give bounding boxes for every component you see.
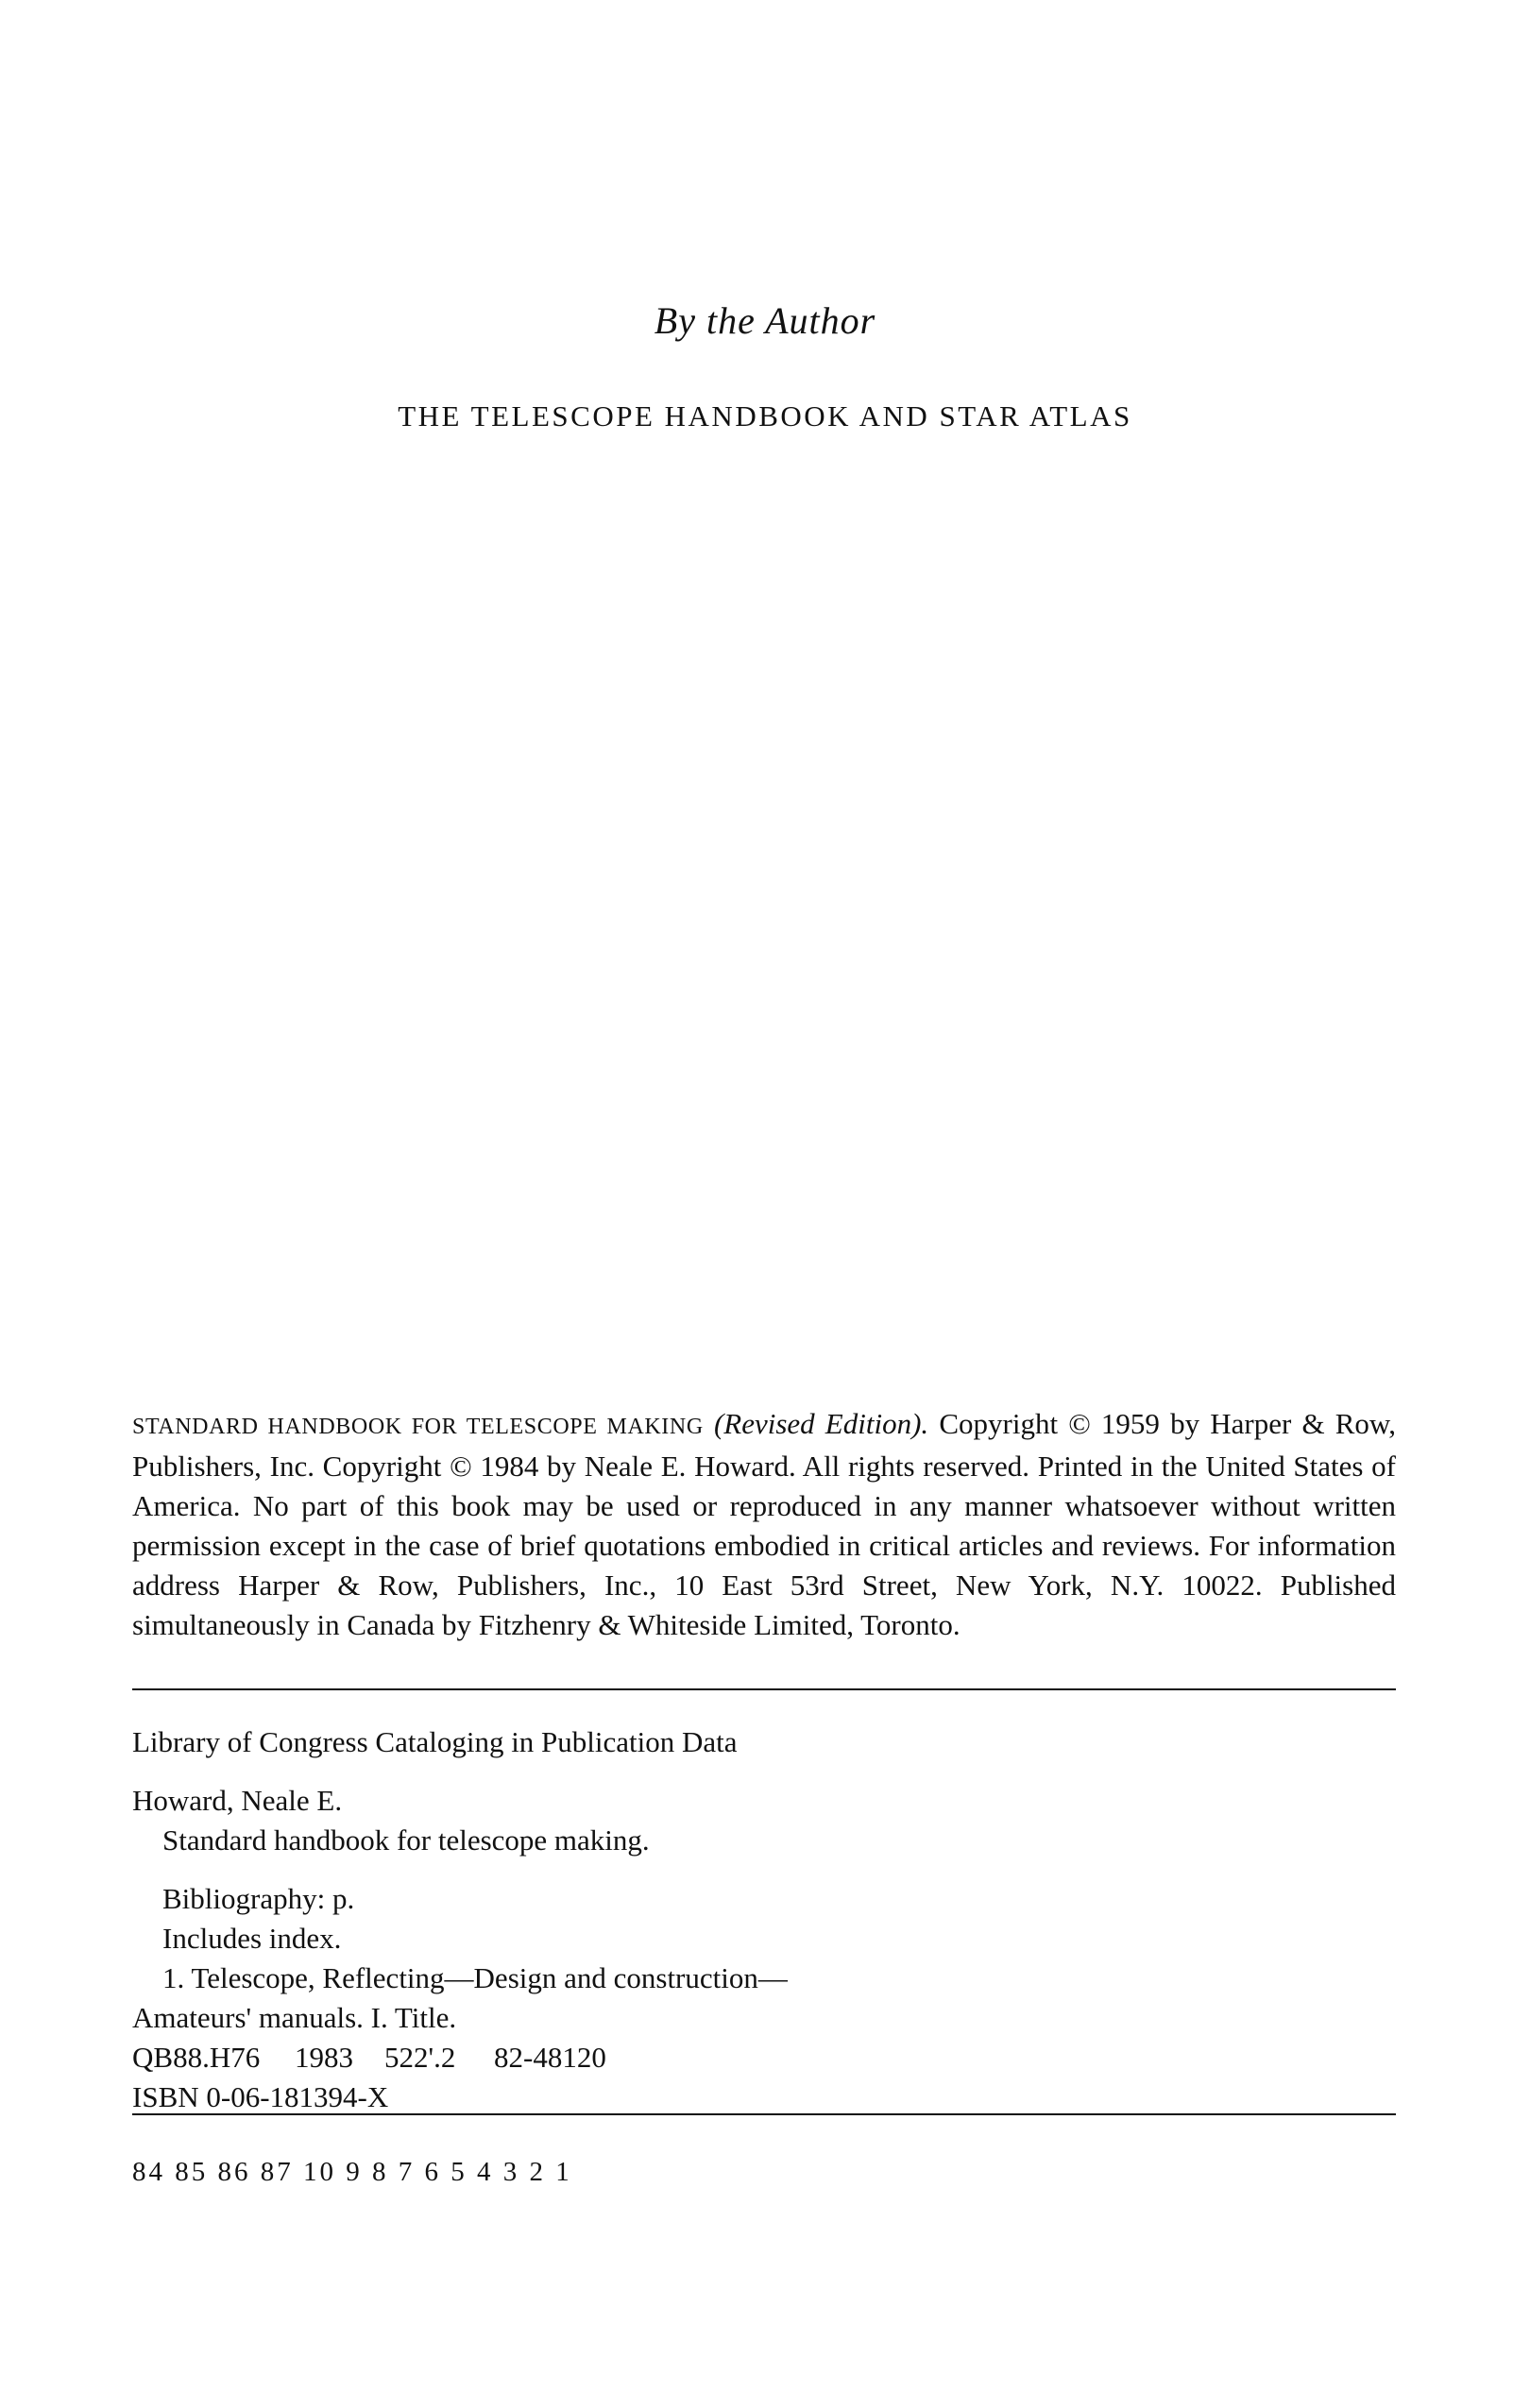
cip-subject-line-1: 1. Telescope, Reflecting—Design and construction— <box>162 1961 788 1994</box>
copyright-notice <box>132 1404 1396 1645</box>
cip-year: 1983 <box>295 2041 353 2074</box>
printing-line: 84 85 86 87 10 9 8 7 6 5 4 3 2 1 <box>132 2157 572 2187</box>
cip-subject-line-2: Amateurs' manuals. I. Title. <box>132 2001 457 2034</box>
other-work-title: THE TELESCOPE HANDBOOK AND STAR ATLAS <box>398 399 1132 432</box>
cip-bibliography: Bibliography: p. <box>162 1882 355 1915</box>
cip-isbn: ISBN 0-06-181394-X <box>132 2080 389 2113</box>
cip-dewey: 522'.2 <box>384 2041 456 2074</box>
copyright-text: Copyright © 1959 by Harper & Row, Publishers, Inc. Copyright © 1984 by Neale E. Howard. All rights reserved. Printed in the United States of America. No part of this book may be used or reproduced in any manner whatsoever without written permission except in the case of brief quotations embodied in critical articles and reviews. For information address Harper & Row, Publishers, Inc., 10 East 53rd Street, New York, N.Y. 10022. Published simultaneously in Canada by Fitzhenry & Whiteside Limited, Toronto. <box>132 1407 1397 1641</box>
divider-bottom <box>132 2113 1396 2115</box>
cip-classification <box>132 2038 1396 2077</box>
cip-call-number: QB88.H76 <box>132 2041 261 2074</box>
cip-index-note: Includes index. <box>162 1922 342 1955</box>
cip-title: Standard handbook for telescope making. <box>162 1823 650 1857</box>
cip-heading: Library of Congress Cataloging in Publication Data <box>132 1725 738 1758</box>
edition-label: (Revised Edition). <box>713 1407 929 1440</box>
cip-author: Howard, Neale E. <box>132 1784 343 1817</box>
divider-top <box>132 1688 1396 1690</box>
by-the-author-heading: By the Author <box>654 299 876 342</box>
book-title-small-caps: STANDARD HANDBOOK FOR TELESCOPE MAKING <box>132 1415 704 1439</box>
cip-block <box>132 1722 1396 2117</box>
cip-lccn: 82-48120 <box>494 2041 606 2074</box>
